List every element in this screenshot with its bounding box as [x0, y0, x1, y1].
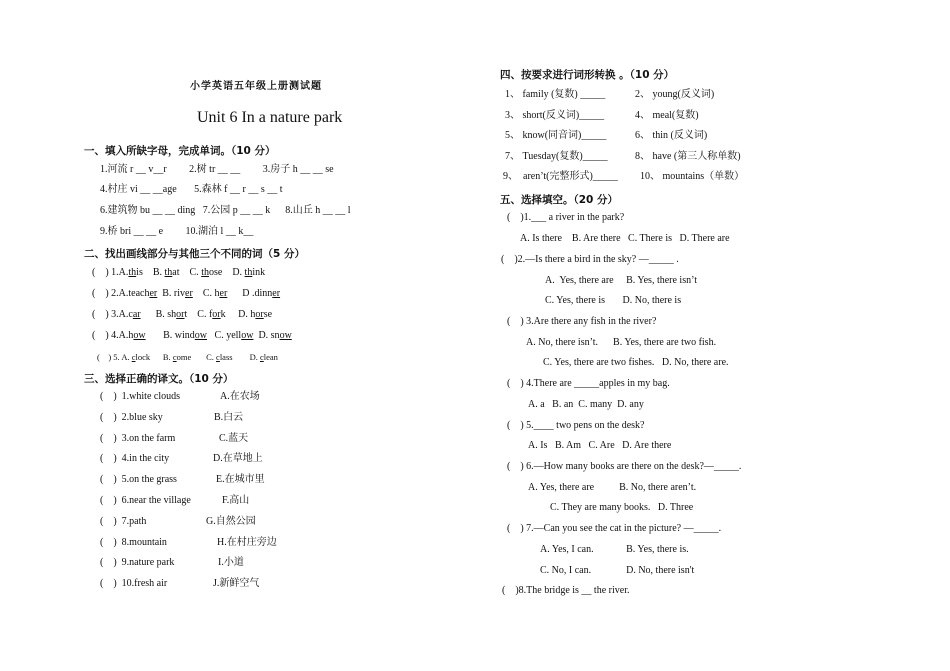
text-part: C. yell — [207, 330, 242, 341]
section2-question — [92, 288, 280, 300]
section3-item: ( ) 8.mountain — [100, 536, 167, 548]
section1-line: 6.建筑物 bu __ __ ding 7.公园 p __ __ k 8.山丘 h __ __ l — [100, 205, 351, 216]
underlined-part: c — [131, 352, 136, 362]
section3-item: ( ) 5.on the grass — [100, 474, 177, 486]
text-part: C. — [179, 267, 202, 278]
underlined-part: er — [219, 288, 228, 299]
section5-line: A. Is B. Am C. Are D. Are there — [528, 440, 672, 451]
text-part: D. sn — [253, 330, 280, 341]
text-part: lean — [263, 352, 278, 362]
underlined-part: th — [201, 267, 209, 278]
section2-heading: 二、找出画线部分与其他三个不同的词（5 分） — [84, 248, 305, 260]
underlined-part: er — [149, 288, 158, 299]
text-part: C. f — [187, 309, 213, 320]
section5-line: ( )1.___ a river in the park? — [507, 212, 625, 223]
section2-question — [92, 309, 272, 321]
text-part: at — [172, 267, 180, 278]
section5-line: A. Yes, there are B. No, there aren’t. — [528, 482, 697, 493]
section5-line: ( )2.—Is there a bird in the sky? —_____ . — [501, 254, 679, 265]
section3-translation: A.在农场 — [220, 391, 260, 402]
section2-question — [97, 351, 278, 363]
exam-title: 小学英语五年级上册测试题 — [190, 81, 322, 92]
section4-item: 7、 Tuesday(复数)_____ — [505, 150, 608, 162]
text-part: lass — [219, 352, 233, 362]
section4-item: 5、 know(同音词)_____ — [505, 130, 607, 142]
text-part: C. — [191, 352, 217, 362]
section4-item: 6、 thin (反义词) — [635, 130, 708, 142]
section3-translation: B.白云 — [214, 411, 244, 423]
section1-line: 9.桥 bri __ __ e 10.湖泊 l __ k__ — [100, 226, 254, 237]
section5-line: ( ) 3.Are there any fish in the river? — [507, 316, 657, 327]
underlined-part: ow — [194, 330, 208, 341]
underlined-part: c — [259, 352, 264, 362]
section5-line: ( )8.The bridge is __ the river. — [502, 585, 630, 596]
section4-heading: 四、按要求进行词形转换 。（10 分） — [500, 69, 675, 81]
text-part: D. — [222, 267, 245, 278]
text-part: se — [263, 309, 273, 320]
section4-item: 10、 mountains（单数） — [640, 171, 745, 183]
text-part: k — [220, 309, 226, 320]
section3-item: ( ) 1.white clouds — [100, 391, 180, 402]
text-part: D. — [232, 352, 260, 362]
section5-line: A. Yes, I can. B. Yes, there is. — [540, 544, 689, 555]
section5-heading: 五、选择填空。（20 分） — [500, 194, 619, 206]
section5-line: C. Yes, there is D. No, there is — [545, 295, 682, 306]
text-part: D .dinn — [227, 288, 273, 299]
underlined-part: c — [172, 352, 177, 362]
section3-item: ( ) 3.on the farm — [100, 432, 176, 444]
text-part: B. — [150, 352, 173, 362]
section1-line: 4.村庄 vi __ __age 5.森林 f __ r __ s __ t — [100, 184, 283, 195]
section5-line: C. They are many books. D. Three — [550, 502, 694, 513]
section5-line: ( ) 7.—Can you see the cat in the picture? —_____. — [507, 523, 722, 534]
section2-question — [92, 330, 292, 342]
section5-line: ( ) 6.—How many books are there on the desk?—_____. — [507, 461, 742, 472]
section5-line: ( ) 5.____ two pens on the desk? — [507, 420, 645, 431]
underlined-part: ar — [132, 309, 141, 320]
underlined-part: c — [216, 352, 220, 362]
section4-item: 8、 have (第三人称单数) — [635, 150, 741, 162]
section4-item: 9、 aren’t(完整形式)_____ — [503, 171, 618, 183]
text-part: ( ) 2.A.teach — [92, 288, 150, 299]
section5-line: A. No, there isn’t. B. Yes, there are two fish. — [526, 337, 717, 348]
text-part: ( ) 4.A.h — [92, 330, 134, 341]
section5-line: A. Yes, there are B. Yes, there isn’t — [545, 275, 698, 286]
text-part: ( ) 1.A. — [92, 267, 129, 278]
section1-heading: 一、填入所缺字母，完成单词。（10 分） — [84, 145, 276, 157]
text-part: C. h — [192, 288, 220, 299]
section4-item: 3、 short(反义词)_____ — [505, 109, 605, 121]
section3-translation: C.蓝天 — [219, 432, 249, 444]
underlined-part: th — [244, 267, 253, 278]
text-part: ome — [176, 352, 192, 362]
text-part: B. riv — [157, 288, 186, 299]
underlined-part: th — [164, 267, 173, 278]
text-part: t — [184, 309, 188, 320]
text-part: B. sh — [140, 309, 177, 320]
section3-translation: G.自然公园 — [206, 515, 256, 527]
section3-item: ( ) 10.fresh air — [100, 578, 168, 590]
text-part: lock — [135, 352, 151, 362]
underlined-part: er — [185, 288, 193, 299]
section3-item: ( ) 6.near the village — [100, 495, 191, 506]
underlined-part: ow — [133, 330, 146, 341]
section4-item: 1、 family (复数) _____ — [505, 89, 606, 100]
section4-item: 4、 meal(复数) — [635, 109, 699, 121]
section5-line: C. Yes, there are two fishes. D. No, there are. — [543, 357, 729, 368]
section5-line: A. a B. an C. many D. any — [528, 399, 644, 410]
section3-translation: D.在草地上 — [213, 453, 263, 465]
section3-translation: J.新鲜空气 — [213, 578, 260, 590]
section3-item: ( ) 9.nature park — [100, 557, 175, 569]
underlined-part: ow — [241, 330, 254, 341]
underlined-part: or — [212, 309, 221, 320]
section4-item: 2、 young(反义词) — [635, 89, 715, 100]
section3-translation: H.在村庄旁边 — [217, 536, 277, 548]
section5-line: ( ) 4.There are _____apples in my bag. — [507, 378, 670, 389]
underlined-part: or — [255, 309, 264, 320]
section3-heading: 三、选择正确的译文。（10 分） — [84, 373, 234, 385]
text-part: B. wind — [145, 330, 195, 341]
section5-line: C. No, I can. D. No, there isn't — [540, 565, 695, 576]
text-part: is — [136, 267, 143, 278]
underlined-part: er — [272, 288, 281, 299]
section3-translation: E.在城市里 — [216, 474, 265, 486]
text-part: ose — [208, 267, 223, 278]
text-part: ( ) 3.A.c — [92, 309, 133, 320]
section3-translation: F.高山 — [222, 495, 250, 506]
section5-line: A. Is there B. Are there C. There is D. There are — [520, 233, 730, 244]
text-part: ink — [252, 267, 266, 278]
text-part: D. h — [225, 309, 256, 320]
text-part: B. — [142, 267, 165, 278]
section3-item: ( ) 2.blue sky — [100, 411, 163, 423]
text-part: ( ) 5. A. — [97, 352, 132, 362]
underlined-part: th — [128, 267, 137, 278]
underlined-part: ow — [279, 330, 292, 341]
unit-title: Unit 6 In a nature park — [197, 109, 343, 126]
section3-translation: I.小道 — [218, 557, 244, 569]
section1-line: 1.河流 r __ v__r 2.树 tr __ __ 3.房子 h __ __ se — [100, 164, 334, 175]
underlined-part: or — [176, 309, 185, 320]
section3-item: ( ) 7.path — [100, 515, 147, 527]
section2-question — [92, 267, 265, 279]
section3-item: ( ) 4.in the city — [100, 453, 170, 465]
